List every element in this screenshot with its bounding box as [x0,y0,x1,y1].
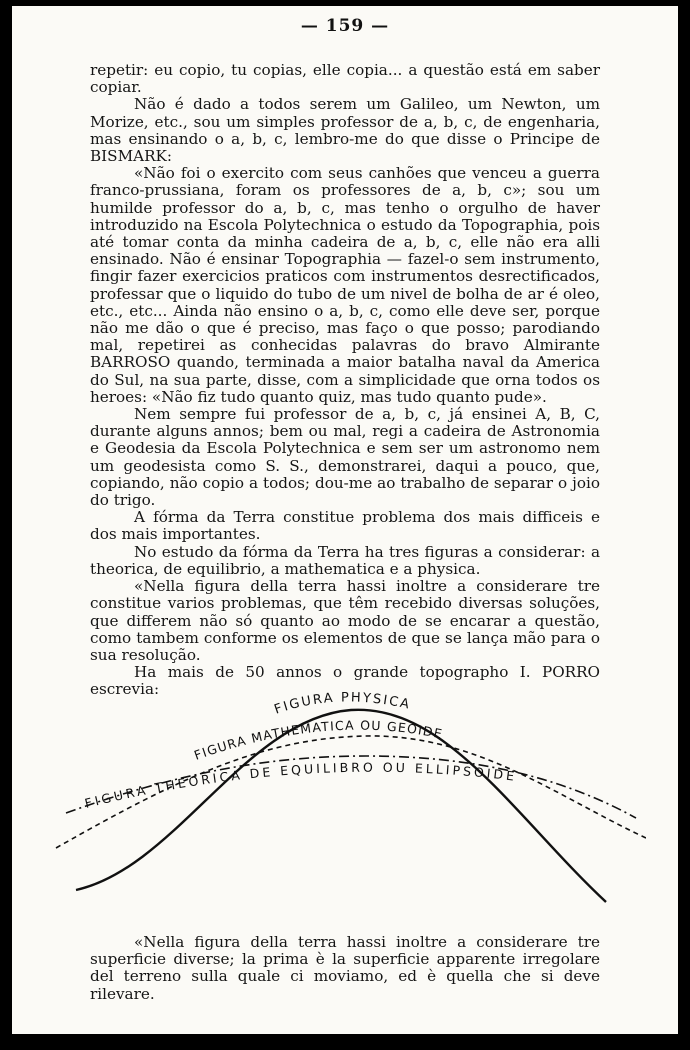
paragraph: Não é dado a todos serem um Galileo, um Newton, um Morize, etc., sou um simples professor de a, b, c, de engenharia, mas ensinando o a, b, c, lembro-me do que disse o Principe de BISMARK: [90,95,600,166]
physical-surface-curve [76,710,606,902]
label-figura-physica: FIGURA PHYSICA [272,690,413,718]
closing-paragraph: «Nella figura della terra hassi inoltre a considerare tre superficie diverse; la prima è la superficie apparente irregolare del terreno sulla quale ci moviamo, ed è quella che si deve rilevare. [90,933,600,1003]
paragraph: «Nella figura della terra hassi inoltre a considerare tre constitue varios problemas, que têm recebido diversas soluções, que differem não só quanto ao modo de se encarar a questão, como tambem conforme os elementos de que se lança mão para o sua resolução. [90,577,600,664]
paragraph: Nem sempre fui professor de a, b, c, já ensinei A, B, C, durante alguns annos; bem ou mal, regi a cadeira de Astronomia e Geodesia da Escola Polytechnica e sem ser um astronomo nem um geodesista como S. S., demonstrarei, daqui a pouco, que, copiando, não copio a todos; dou-me ao trabalho de separar o joio do trigo. [90,405,600,510]
page-number: — 159 — [300,16,390,36]
paragraph: repetir: eu copio, tu copias, elle copia... a questão está em saber copiar. [90,61,600,97]
body-text [90,62,600,699]
paragraph: A fórma da Terra constitue problema dos mais difficeis e dos mais importantes. [90,508,600,544]
paragraph: Ha mais de 50 annos o grande topographo I. PORRO escrevia: [90,663,600,699]
label-figura-theorica: FIGURA THEORICA DE EQUILIBRO OU ELLIPSOIDE [83,759,518,811]
label-figura-mathematica: FIGURA MATHEMATICA OU GEOIDE [192,717,445,763]
earth-figures-diagram [46,678,646,908]
paragraph: «Não foi o exercito com seus canhões que venceu a guerra franco-prussiana, foram os professores de a, b, c»; sou um humilde professor do a, b, c, mas tenho o orgulho de haver introduzido na Escola Polytechnica o estudo da Topographia, pois até tomar conta da minha cadeira de a, b, c, elle não era alli ensinado. Não é ensinar Topographia — fazel-o sem instrumento, fingir fazer exercicios praticos com instrumentos desrectificados, professar que o liquido do tubo de um nivel de bolha de ar é oleo, etc., etc... Ainda não ensino o a, b, c, como elle deve ser, porque não me dão o que é preciso, mas faço o que posso; parodiando mal, repetirei as conhecidas palavras do bravo Almirante BARROSO quando, terminada a maior batalha naval da America do Sul, na sua parte, disse, com a simplicidade que orna todos os heroes: «Não fiz tudo quanto quiz, mas tudo quanto pude». [90,164,600,406]
paragraph: No estudo da fórma da Terra ha tres figuras a considerar: a theorica, de equilibrio, a mathematica e a physica. [90,542,600,578]
book-page [12,6,678,1034]
closing-text [90,934,600,1003]
